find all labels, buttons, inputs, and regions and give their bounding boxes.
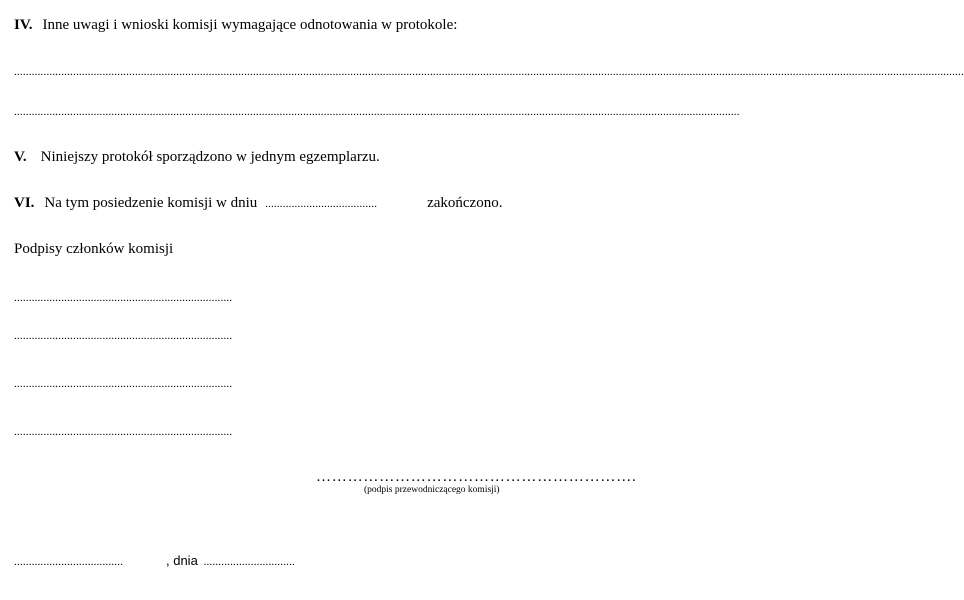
section-number: V. [14,149,27,165]
section-number: IV. [14,17,33,33]
place-field[interactable]: ..................................... [14,556,124,568]
section-vi [14,194,502,212]
section-text: Inne uwagi i wnioski komisji wymagające odnotowania w protokole: [42,17,458,33]
member-signature-line-2[interactable]: .......................................................................... [14,330,233,342]
section-text-before: Na tym posiedzenie komisji w dniu [44,195,258,211]
remarks-line-2[interactable]: ...................................................................................................................................................................................................................................................... [14,106,740,118]
section-text-after: zakończono. [427,195,503,211]
section-iv [14,16,457,34]
chairman-signature-caption: (podpis przewodniczącego komisji) [364,485,500,495]
section-number: VI. [14,195,35,211]
date-label: , dnia [166,553,198,568]
closing-date-field[interactable]: ...................................... [265,198,378,210]
member-signature-line-3[interactable]: .......................................................................... [14,378,233,390]
member-signature-line-4[interactable]: .......................................................................... [14,426,233,438]
place-date-row [14,552,314,570]
section-v [14,148,380,166]
members-heading: Podpisy członków komisji [14,241,174,257]
date-field[interactable]: ............................... [203,556,296,568]
remarks-line-1[interactable]: .................................................................................................................................................................................................................................................................................................................................. [14,66,964,78]
member-signature-line-1[interactable]: .......................................................................... [14,292,233,304]
chairman-signature-line[interactable]: ……………………………………………………. [316,469,637,485]
section-text: Niniejszy protokół sporządzono w jednym egzemplarzu. [40,149,380,165]
